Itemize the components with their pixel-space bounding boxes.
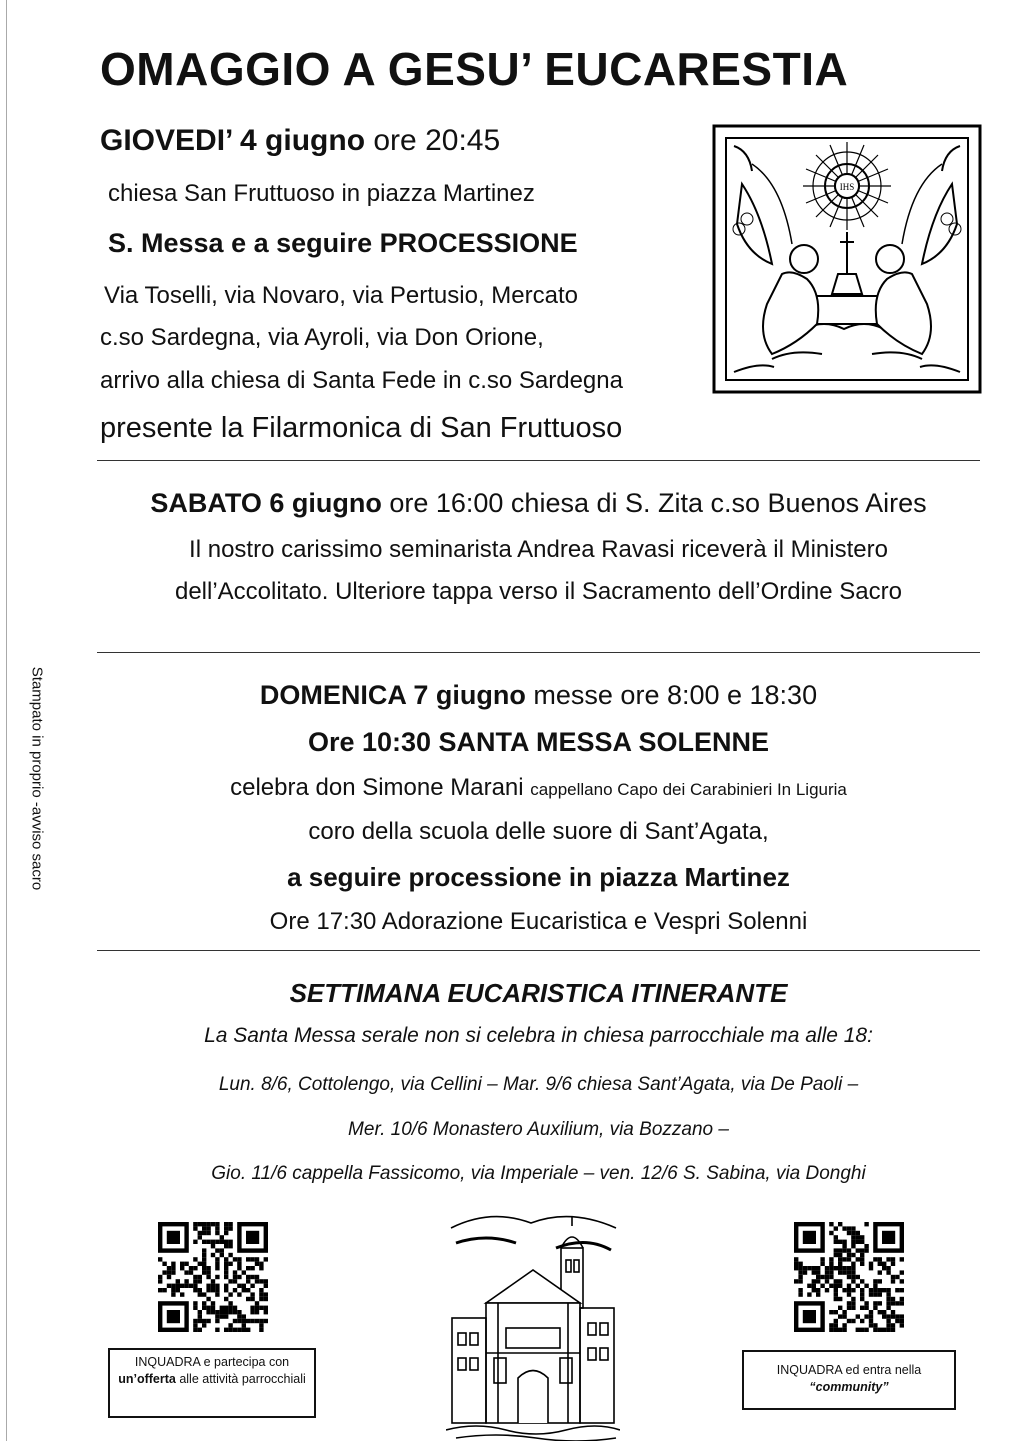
domenica-rest: messe ore 8:00 e 18:30 <box>533 680 818 710</box>
giovedi-route-3: arrivo alla chiesa di Santa Fede in c.so Sardegna <box>100 367 623 394</box>
page-title: OMAGGIO A GESU’ EUCARESTIA <box>100 43 849 95</box>
giovedi-route-1: Via Toselli, via Novaro, via Pertusio, Mercato <box>104 282 578 309</box>
settimana-line-1: Lun. 8/6, Cottolengo, via Cellini – Mar. 9/6 chiesa Sant’Agata, via De Paoli – <box>218 1074 859 1095</box>
eucharist-angels-illustration <box>712 124 982 394</box>
qr-left-pre: INQUADRA e partecipa con <box>134 1355 290 1369</box>
domenica-day: DOMENICA 7 giugno <box>259 680 526 710</box>
giovedi-time: ore 20:45 <box>373 124 501 157</box>
qr-left-post: alle attività parrocchiali <box>179 1372 306 1386</box>
qr-code-community[interactable] <box>794 1222 904 1332</box>
domenica-vespers: Ore 17:30 Adorazione Eucaristica e Vespri Solenni <box>269 908 808 935</box>
sabato-day: SABATO 6 giugno <box>150 488 382 518</box>
qr-right-pre: INQUADRA ed entra nella <box>776 1363 922 1377</box>
qr-right-caption <box>742 1350 956 1410</box>
divider-3 <box>97 950 980 951</box>
qr-right-bold: “community” <box>809 1380 889 1394</box>
sabato-heading <box>97 488 980 519</box>
qr-left-caption <box>108 1348 316 1418</box>
church-illustration <box>446 1208 620 1441</box>
domenica-celebrant-line <box>97 774 980 802</box>
domenica-procession: a seguire processione in piazza Martinez <box>287 862 790 892</box>
side-note: Stampato in proprio -avviso sacro <box>28 666 46 891</box>
domenica-celebrant: celebra don Simone Marani <box>230 774 524 801</box>
page-left-border <box>6 0 7 1441</box>
giovedi-headline: S. Messa e a seguire PROCESSIONE <box>108 228 578 258</box>
giovedi-day: GIOVEDI’ 4 giugno <box>100 124 366 157</box>
settimana-line-2: Mer. 10/6 Monastero Auxilium, via Bozzano – <box>348 1119 729 1140</box>
settimana-line-3: Gio. 11/6 cappella Fassicomo, via Imperiale – ven. 12/6 S. Sabina, via Donghi <box>211 1163 866 1184</box>
domenica-celebrant-role: cappellano Capo dei Carabinieri In Liguria <box>530 780 847 799</box>
giovedi-band: presente la Filarmonica di San Fruttuoso <box>100 412 623 444</box>
giovedi-route-2: c.so Sardegna, via Ayroli, via Don Orione, <box>100 324 544 351</box>
qr-left-bold: un’offerta <box>118 1372 176 1386</box>
domenica-heading <box>97 680 980 711</box>
settimana-intro: La Santa Messa serale non si celebra in chiesa parrocchiale ma alle 18: <box>204 1024 873 1047</box>
sabato-rest: ore 16:00 chiesa di S. Zita c.so Buenos Aires <box>389 488 927 518</box>
settimana-title: SETTIMANA EUCARISTICA ITINERANTE <box>289 978 788 1008</box>
giovedi-place: chiesa San Fruttuoso in piazza Martinez <box>108 180 535 207</box>
divider-1 <box>97 460 980 461</box>
sabato-line-2: Il nostro carissimo seminarista Andrea Ravasi riceverà il Ministero <box>189 536 888 563</box>
giovedi-heading <box>100 124 500 158</box>
domenica-choir: coro della scuola delle suore di Sant’Agata, <box>308 818 769 845</box>
svg-text:IHS: IHS <box>839 182 855 192</box>
divider-2 <box>97 652 980 653</box>
domenica-solemn: Ore 10:30 SANTA MESSA SOLENNE <box>307 727 770 757</box>
sabato-line-3: dell’Accolitato. Ulteriore tappa verso il Sacramento dell’Ordine Sacro <box>174 578 902 605</box>
qr-code-offerta[interactable] <box>158 1222 268 1332</box>
